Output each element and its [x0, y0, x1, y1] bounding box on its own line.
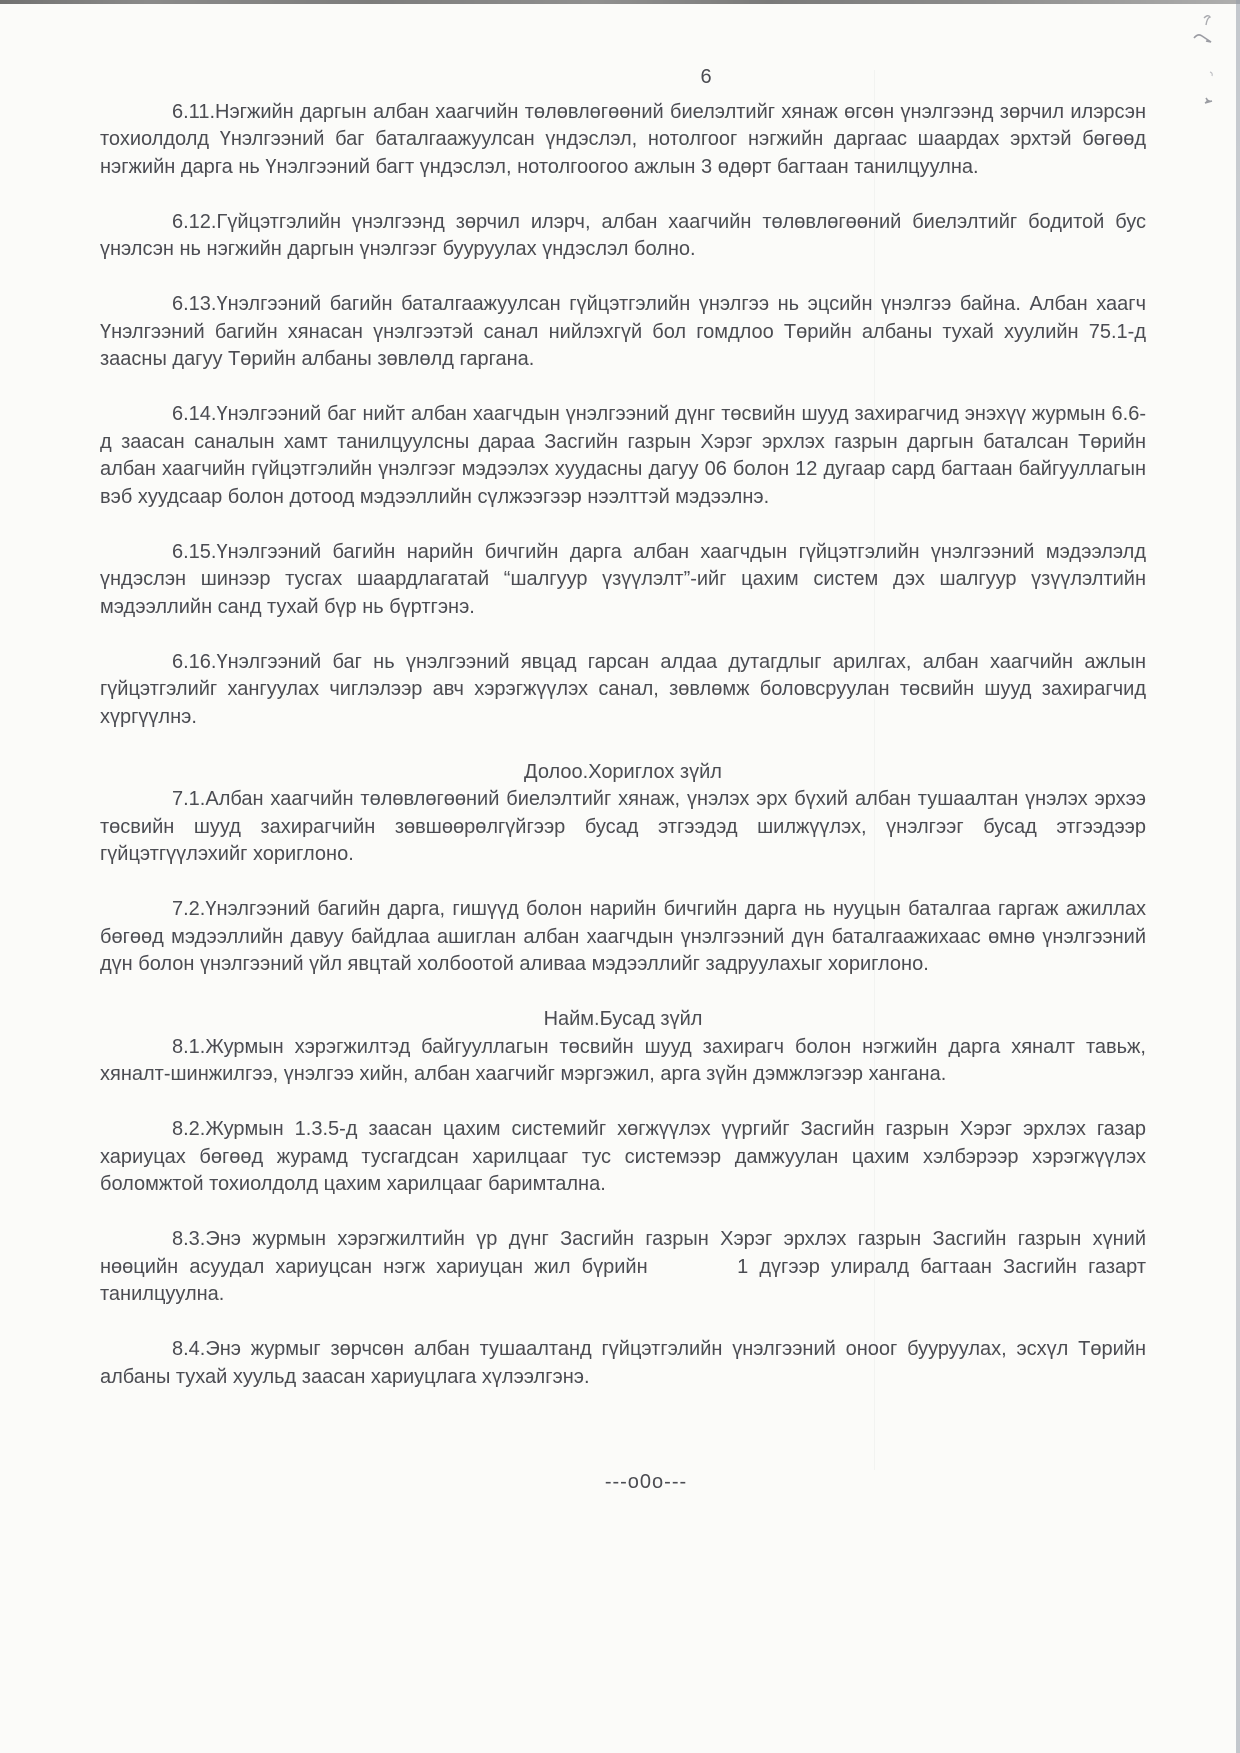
section-heading-eight-other: Найм.Бусад зүйл — [543, 1008, 703, 1030]
paragraph-8-4: 8.4.Энэ журмыг зөрчсөн албан тушаалтанд гүйцэтгэлийн үнэлгээний оноог бууруулах, эсхүл Төрийн албаны тухай хуульд заасан хариуцлага хүлээлгэнэ. — [100, 1338, 1146, 1388]
scan-right-edge-artifact — [1236, 0, 1240, 1753]
paragraph-6-13: 6.13.Үнэлгээний багийн баталгаажуулсан гүйцэтгэлийн үнэлгээ нь эцсийн үнэлгээ байна. Албан хаагч Үнэлгээний багийн хянасан үнэлгээтэй санал нийлэхгүй бол гомдлоо Төрийн албаны тухай хуулийн 75.1-д заасны дагуу Төрийн албаны зөвлөлд гаргана. — [100, 293, 1146, 370]
scan-top-edge-artifact — [0, 0, 1240, 4]
paragraph-6-15: 6.15.Үнэлгээний багийн нарийн бичгийн дарга албан хаагчдын гүйцэтгэлийн үнэлгээний мэдээлэлд үндэслэн шинээр тусгах шаардлагатай “шалгуур үзүүлэлт”-ийг цахим систем дэх шалгуур үзүүлэлтийн мэдээллийн санд тухай бүр нь бүртгэнэ. — [100, 540, 1146, 618]
paragraph-6-14: 6.14.Үнэлгээний баг нийт албан хаагчдын үнэлгээний дүнг төсвийн шууд захирагчид энэхүү журмын 6.6-д заасан саналын хамт танилцуулсны дараа Засгийн газрын Хэрэг эрхлэх газрын даргын баталсан Төрийн албан хаагчийн гүйцэтгэлийн үнэлгээг мэдээлэх хуудасны дагуу 06 болон 12 дугаар сард багтаан байгууллагын вэб хуудсаар болон дотоод мэдээллийн сүлжээгээр нээлттэй мэдээлнэ. — [100, 403, 1146, 508]
paragraph-6-12: 6.12.Гүйцэтгэлийн үнэлгээнд зөрчил илэрч, албан хаагчийн төлөвлөгөөний биелэлтийг бодитой бус үнэлсэн нь нэгжийн даргын үнэлгээг бууруулах үндэслэл болно. — [100, 210, 1146, 260]
section-heading-seven-prohibitions: Долоо.Хориглох зүйл — [524, 760, 722, 783]
paragraph-8-1: 8.1.Журмын хэрэгжилтэд байгууллагын төсвийн шууд захирагч болон нэгжийн дарга хяналт тавьж, хяналт-шинжилгээ, үнэлгээ хийн, албан хаагчийг мэргэжил, арга зүйн дэмжлэгээр хангана. — [100, 1035, 1146, 1085]
paragraph-7-2: 7.2.Үнэлгээний багийн дарга, гишүүд болон нарийн бичгийн дарга нь нууцын баталгаа гаргаж ажиллах бөгөөд мэдээллийн давуу байдлаа ашиглан албан хаагчдын үнэлгээний дүн баталгаажихаас өмнө үнэлгээний дүн болон үнэлгээний үйл явцтай холбоотой аливаа мэдээллийг задруулахыг хориглоно. — [100, 898, 1146, 975]
paragraph-8-2: 8.2.Журмын 1.3.5-д заасан цахим системийг хөгжүүлэх үүргийг Засгийн газрын Хэрэг эрхлэх газар хариуцах бөгөөд журамд тусгагдсан харилцааг тус системээр дамжуулан цахим хэлбэрээр хэрэгжүүлэх боломжтой тохиолдолд цахим харилцааг баримтална. — [100, 1118, 1146, 1195]
paragraph-6-11: 6.11.Нэгжийн даргын албан хаагчийн төлөвлөгөөний биелэлтийг хянаж өгсөн үнэлгээнд зөрчил илэрсэн тохиолдолд Үнэлгээний баг баталгаажуулсан үндэслэл, нотолгоог нэгжийн даргаас шаардах эрхтэй бөгөөд нэгжийн дарга нь Үнэлгээний багт үндэслэл, нотолгоогоо ажлын 3 өдөрт багтаан танилцуулна. — [100, 100, 1146, 178]
paragraph-7-1: 7.1.Албан хаагчийн төлөвлөгөөний биелэлтийг хянаж, үнэлэх эрх бүхий албан тушаалтан үнэлэх эрхээ төсвийн шууд захирагчийн зөвшөөрөлгүйгээр бусад этгээдэд шилжүүлэх, үнэлгээг бусад этгээдээр гүйцэтгүүлэхийг хориглоно. — [100, 788, 1146, 865]
paragraph-8-3: 8.3.Энэ журмын хэрэгжилтийн үр дүнг Засгийн газрын Хэрэг эрхлэх газрын Засгийн газрын хүний нөөцийн асуудал хариуцсан нэгж хариуцан жил бүрийн 1 дүгээр улиралд багтаан Засгийн газарт танилцуулна. — [100, 1228, 1146, 1305]
paragraph-6-16: 6.16.Үнэлгээний баг нь үнэлгээний явцад гарсан алдаа дутагдлыг арилгах, албан хаагчийн ажлын гүйцэтгэлийг хангуулах чиглэлээр авч хэрэгжүүлэх санал, зөвлөмж боловсруулан төсвийн шууд захирагчид хүргүүлнэ. — [100, 650, 1146, 728]
document-body — [100, 64, 1146, 1497]
page-number: 6 — [700, 66, 712, 88]
document-end-mark: ---о0о--- — [604, 1471, 688, 1493]
